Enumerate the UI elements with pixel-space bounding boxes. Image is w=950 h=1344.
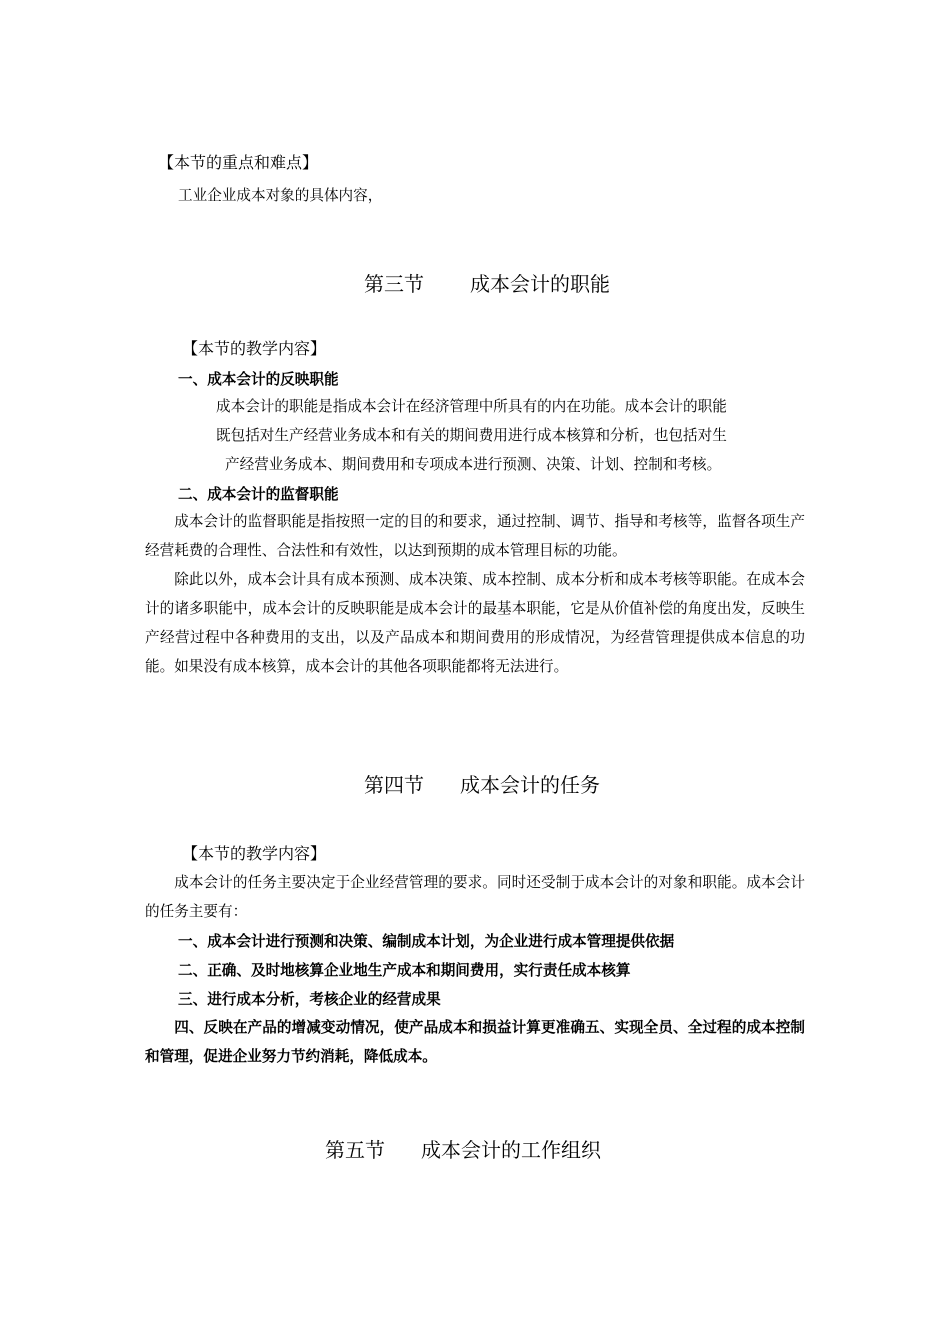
- section3-title: [364, 268, 610, 297]
- section4-task-2: 二、正确、及时地核算企业地生产成本和期间费用，实行责任成本核算: [178, 962, 631, 979]
- section4-title-num: 第四节: [364, 773, 424, 797]
- section3-item1-heading: 一、成本会计的反映职能: [178, 371, 339, 388]
- section4-title-text: 成本会计的任务: [460, 773, 600, 797]
- section5-title-text: 成本会计的工作组织: [421, 1138, 601, 1162]
- section3-title-num: 第三节: [364, 272, 424, 296]
- section4-task-4: 四、反映在产品的增减变动情况，使产品成本和损益计算更准确五、实现全员、全过程的成本控制和管理，促进企业努力节约消耗，降低成本。: [145, 1019, 805, 1065]
- section5-title: [325, 1134, 601, 1163]
- section3-item1-line-3: 产经营业务成本、期间费用和专项成本进行预测、决策、计划、控制和考核。: [225, 456, 722, 473]
- section4-task-1: 一、成本会计进行预测和决策、编制成本计划，为企业进行成本管理提供依据: [178, 933, 675, 950]
- section4-task-3: 三、进行成本分析，考核企业的经营成果: [178, 991, 441, 1008]
- section3-item1-line-1: 成本会计的职能是指成本会计在经济管理中所具有的内在功能。成本会计的职能: [216, 398, 727, 415]
- section3-item2-heading: 二、成本会计的监督职能: [178, 486, 339, 503]
- section3-content-label: 【本节的教学内容】: [182, 339, 327, 358]
- section4-intro: 成本会计的任务主要决定于企业经营管理的要求。同时还受制于成本会计的对象和职能。成本会计的任务主要有：: [145, 874, 805, 920]
- key-points-label: 【本节的重点和难点】: [158, 153, 319, 172]
- section3-title-text: 成本会计的职能: [470, 272, 610, 296]
- section3-item1-line-2: 既包括对生产经营业务成本和有关的期间费用进行成本核算和分析，也包括对生: [216, 427, 727, 444]
- section5-title-num: 第五节: [325, 1138, 385, 1162]
- section4-content-label: 【本节的教学内容】: [182, 844, 327, 863]
- section3-paragraph-1: 成本会计的监督职能是指按照一定的目的和要求，通过控制、调节、指导和考核等，监督各项生产经营耗费的合理性、合法性和有效性，以达到预期的成本管理目标的功能。: [145, 513, 805, 559]
- section3-paragraph-2: 除此以外，成本会计具有成本预测、成本决策、成本控制、成本分析和成本考核等职能。在成本会计的诸多职能中，成本会计的反映职能是成本会计的最基本职能，它是从价值补偿的角度出发，反映生产经营过程中各种费用的支出，以及产品成本和期间费用的形成情况，为经营管理提供成本信息的功能。如果没有成本核算，成本会计的其他各项职能都将无法进行。: [145, 571, 805, 675]
- key-points-text: 工业企业成本对象的具体内容，: [178, 187, 383, 204]
- section4-title: [364, 769, 600, 798]
